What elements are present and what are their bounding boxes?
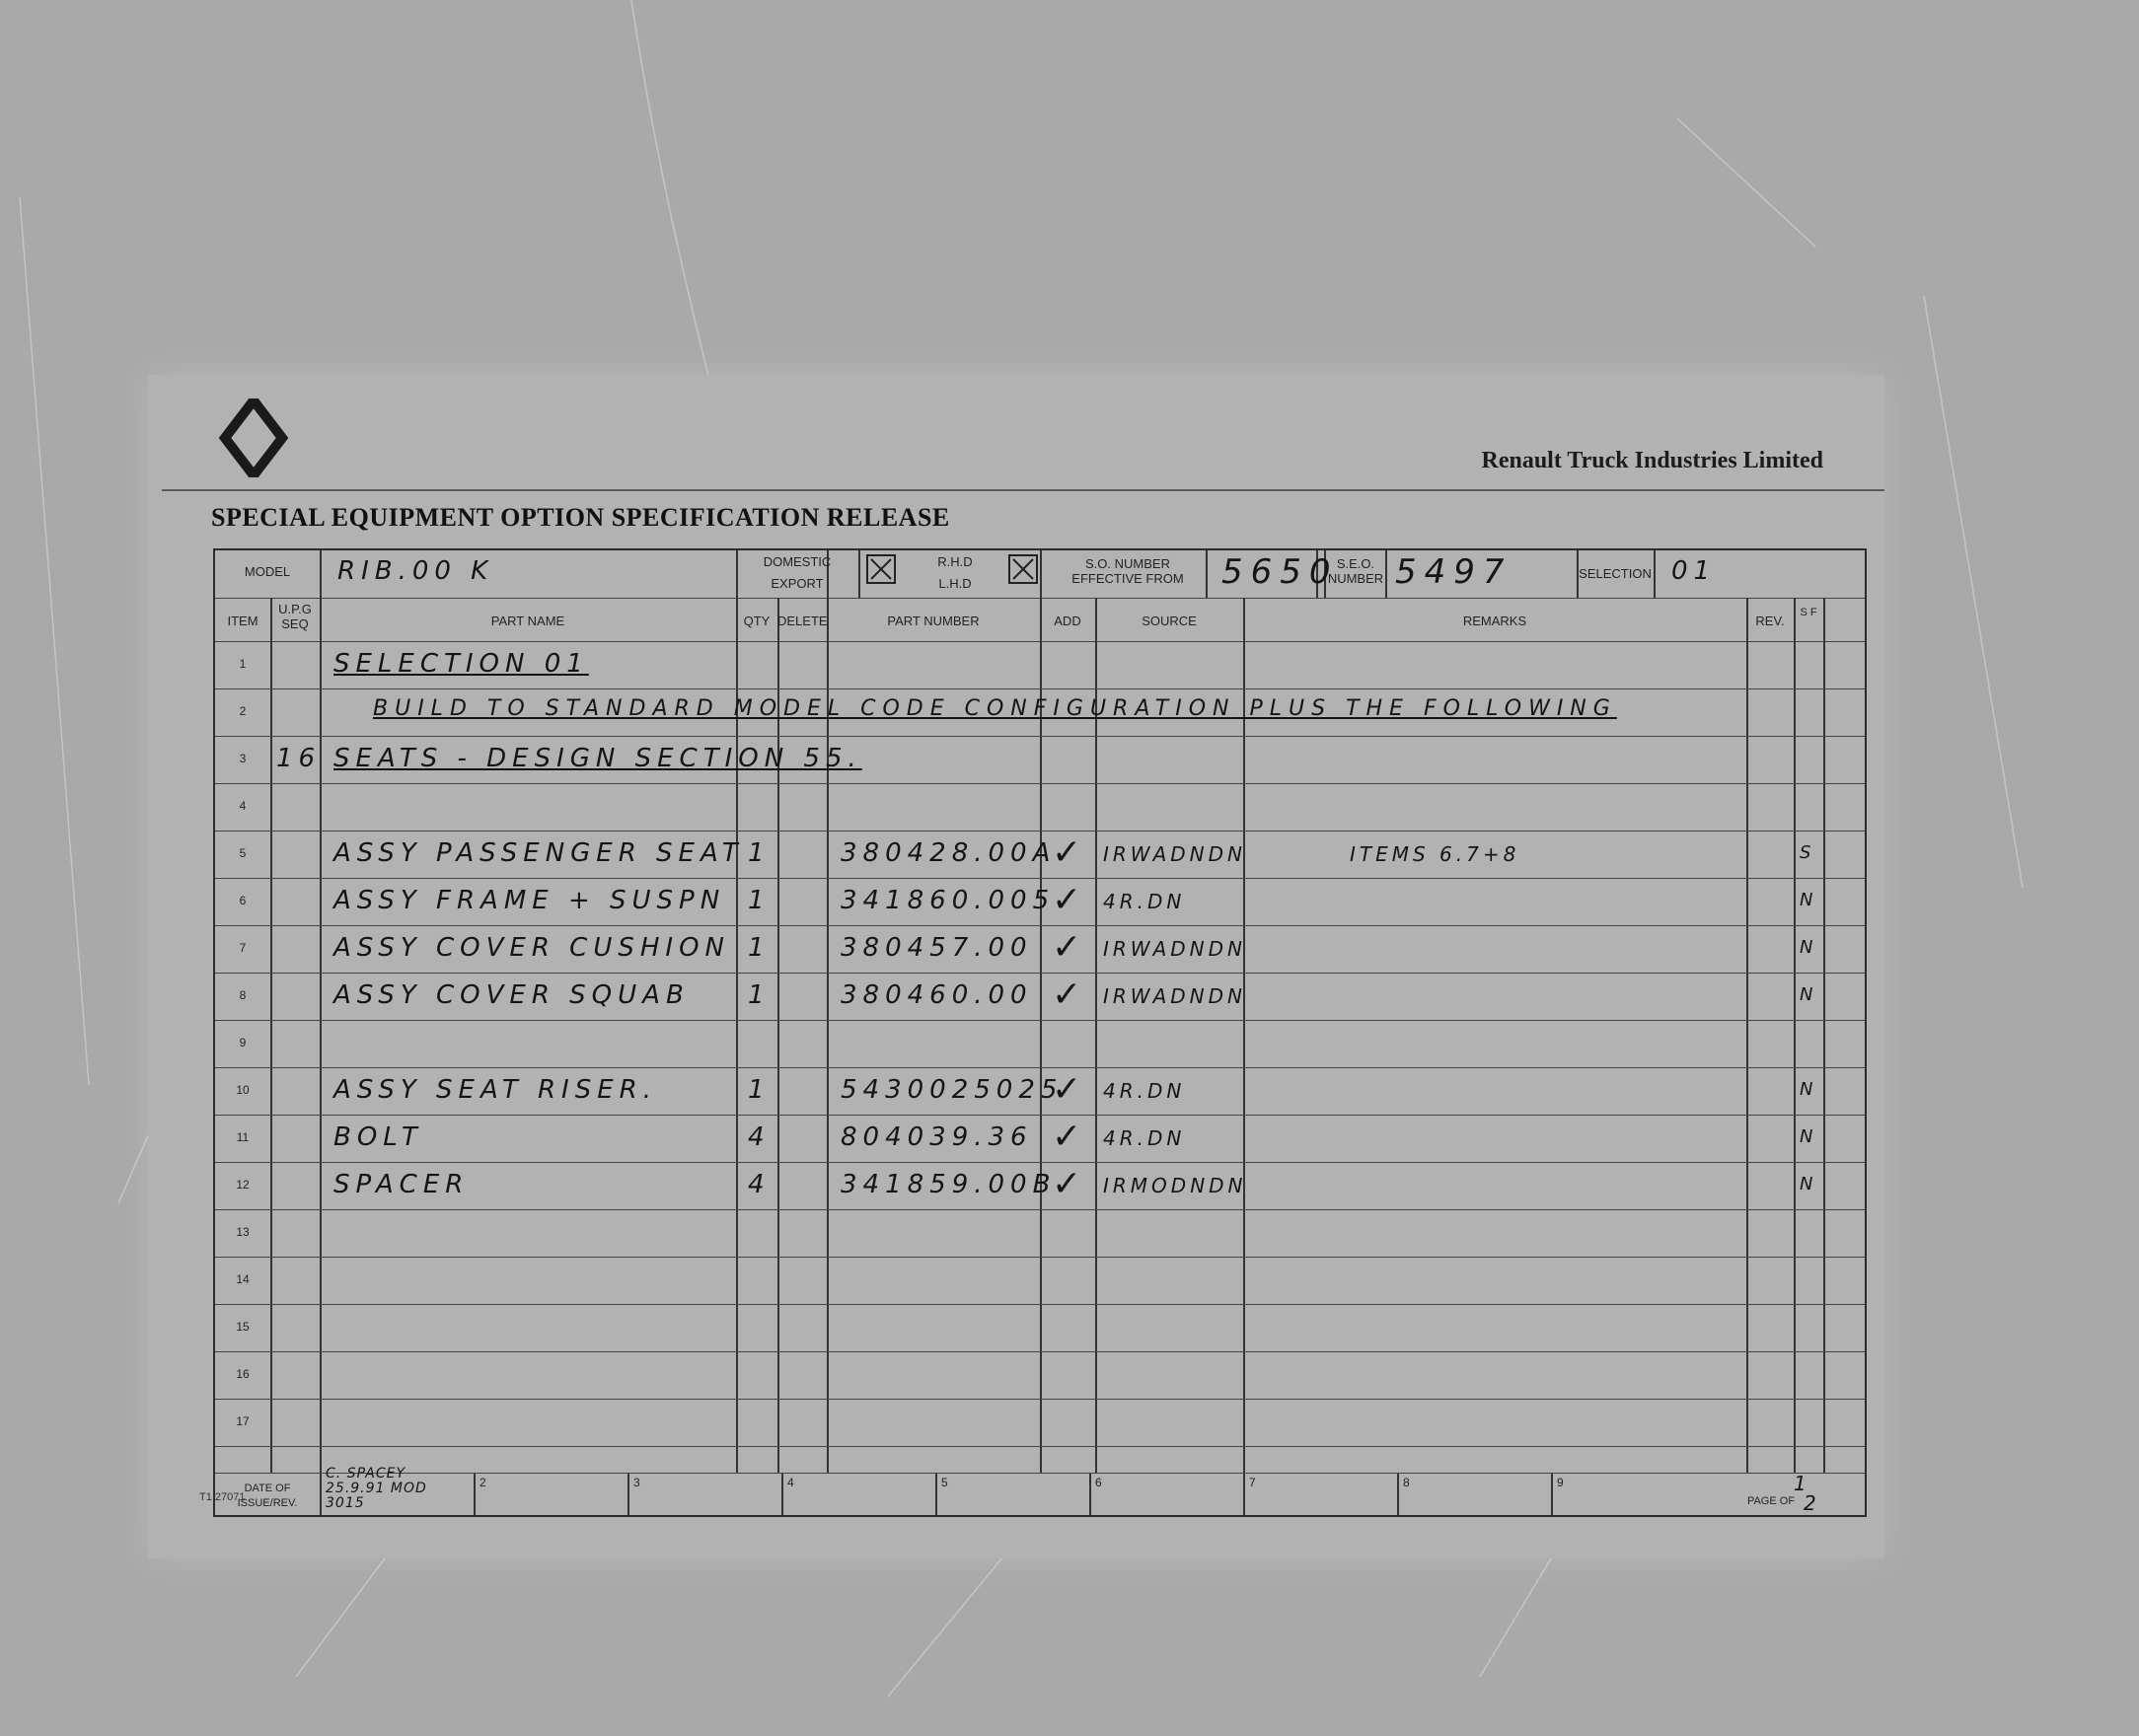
domestic-checkbox xyxy=(866,554,896,584)
item-number: 3 xyxy=(239,752,247,765)
rhd-label: R.H.D xyxy=(937,554,973,569)
sf-value: N xyxy=(1800,1126,1813,1147)
item-number: 7 xyxy=(239,941,247,955)
item-number: 13 xyxy=(236,1225,250,1239)
slot-divider xyxy=(1551,1474,1553,1515)
item-number: 17 xyxy=(236,1414,250,1428)
form-code: T1 27071 xyxy=(199,1491,246,1503)
sf-value: N xyxy=(1800,1079,1813,1100)
col-sf: S F xyxy=(1800,607,1817,618)
issue-entry-1: C. SPACEY 25.9.91 MOD 3015 xyxy=(326,1466,427,1511)
qty-value: 4 xyxy=(748,1122,771,1152)
sf-value: N xyxy=(1800,1174,1813,1194)
add-tick: ✓ xyxy=(1052,927,1088,968)
col-part-name: PART NAME xyxy=(490,614,565,628)
slot-divider xyxy=(935,1474,937,1515)
seo-number-value: 5497 xyxy=(1395,552,1512,592)
source-value: IRWADNDN xyxy=(1103,842,1246,866)
col-qty: QTY xyxy=(743,614,771,628)
slot-divider xyxy=(474,1474,476,1515)
lhd-label: L.H.D xyxy=(938,576,972,591)
col-line xyxy=(1654,550,1656,598)
renault-diamond-logo xyxy=(219,398,288,477)
item-number: 8 xyxy=(239,988,247,1002)
part-number-value: 341860.005 xyxy=(841,886,1056,915)
qty-value: 1 xyxy=(748,980,771,1010)
part-name-value: BUILD TO STANDARD MODEL CODE CONFIGURATION PLUS THE FOLLOWING xyxy=(373,696,1617,721)
row-rule xyxy=(215,878,1865,879)
domestic-label: DOMESTIC xyxy=(763,554,832,569)
page-number: 1 xyxy=(1794,1472,1810,1495)
row-rule xyxy=(215,1399,1865,1400)
slot-divider xyxy=(320,1474,322,1515)
remarks-value: ITEMS 6.7+8 xyxy=(1350,842,1520,866)
item-number: 2 xyxy=(239,704,247,718)
page-total: 2 xyxy=(1804,1491,1820,1515)
item-number: 14 xyxy=(236,1272,250,1286)
col-line xyxy=(858,550,860,598)
slot-divider xyxy=(1089,1474,1091,1515)
part-name-value: SPACER xyxy=(333,1170,470,1199)
part-name-value: ASSY SEAT RISER. xyxy=(333,1075,657,1105)
part-number-value: 380428.00A xyxy=(841,838,1057,868)
export-label: EXPORT xyxy=(771,576,824,591)
issue-slot-number: 6 xyxy=(1095,1476,1102,1489)
sf-value: S xyxy=(1800,842,1811,863)
add-tick: ✓ xyxy=(1052,832,1088,873)
col-source: SOURCE xyxy=(1142,614,1197,628)
sf-value: N xyxy=(1800,890,1813,910)
item-number: 12 xyxy=(236,1178,250,1192)
item-number: 11 xyxy=(236,1130,250,1144)
slot-divider xyxy=(781,1474,783,1515)
add-tick: ✓ xyxy=(1052,1117,1088,1157)
date-of-issue-label: DATE OF ISSUE/REV. xyxy=(237,1483,298,1509)
col-line xyxy=(1095,598,1097,1474)
row-rule xyxy=(215,1304,1865,1305)
slot-divider xyxy=(627,1474,629,1515)
qty-value: 1 xyxy=(748,886,771,915)
source-value: IRWADNDN xyxy=(1103,937,1246,961)
col-rev: REV. xyxy=(1755,614,1785,628)
item-number: 1 xyxy=(239,657,247,671)
col-add: ADD xyxy=(1054,614,1081,628)
issue-slot-number: 3 xyxy=(633,1476,640,1489)
source-value: 4R.DN xyxy=(1103,1079,1186,1103)
spec-release-form-sheet xyxy=(148,375,1884,1558)
issue-slot-number: 8 xyxy=(1403,1476,1410,1489)
item-number: 4 xyxy=(239,799,247,813)
col-line xyxy=(1823,598,1825,1474)
add-tick: ✓ xyxy=(1052,1164,1088,1204)
qty-value: 1 xyxy=(748,933,771,963)
page-label: PAGE OF xyxy=(1746,1495,1796,1507)
row-rule xyxy=(215,1067,1865,1068)
item-number: 6 xyxy=(239,894,247,907)
part-number-value: 5430025025 xyxy=(841,1075,1064,1105)
slot-divider xyxy=(1397,1474,1399,1515)
issue-slot-number: 2 xyxy=(479,1476,486,1489)
col-line xyxy=(1206,550,1208,598)
col-line xyxy=(270,598,272,1474)
selection-value: 01 xyxy=(1671,556,1717,586)
specification-table xyxy=(213,548,1867,1517)
row-rule xyxy=(215,1446,1865,1447)
qty-value: 1 xyxy=(748,838,771,868)
source-value: IRMODNDN xyxy=(1103,1174,1247,1197)
header-rule xyxy=(162,489,1884,491)
row-rule xyxy=(215,1351,1865,1352)
slot-divider xyxy=(1243,1474,1245,1515)
seo-number-label: S.E.O. NUMBER xyxy=(1327,556,1384,586)
part-number-value: 380457.00 xyxy=(841,933,1033,963)
document-title: SPECIAL EQUIPMENT OPTION SPECIFICATION RELEASE xyxy=(211,503,950,532)
item-number: 9 xyxy=(239,1036,247,1049)
row-rule xyxy=(215,688,1865,689)
col-remarks: REMARKS xyxy=(1462,614,1527,628)
part-name-value: SELECTION 01 xyxy=(333,649,589,679)
col-delete: DELETE xyxy=(777,614,828,628)
issue-slot-number: 4 xyxy=(787,1476,794,1489)
part-number-value: 804039.36 xyxy=(841,1122,1033,1152)
row-rule xyxy=(215,1115,1865,1116)
col-line xyxy=(777,598,779,1474)
source-value: IRWADNDN xyxy=(1103,984,1246,1008)
rhd-checkbox xyxy=(1008,554,1038,584)
part-number-value: 380460.00 xyxy=(841,980,1033,1010)
row-rule xyxy=(215,1020,1865,1021)
row-rule xyxy=(215,925,1865,926)
col-line xyxy=(1385,550,1387,598)
row-rule xyxy=(215,1209,1865,1210)
so-number-value: 5650 xyxy=(1221,552,1339,592)
row-rule xyxy=(215,736,1865,737)
source-value: 4R.DN xyxy=(1103,890,1186,913)
model-value: RIB.00 K xyxy=(337,556,494,586)
col-line xyxy=(1243,598,1245,1474)
row-rule xyxy=(215,783,1865,784)
row-rule xyxy=(215,1257,1865,1258)
qty-value: 4 xyxy=(748,1170,771,1199)
col-line xyxy=(1794,598,1796,1474)
col-part-number: PART NUMBER xyxy=(887,614,980,628)
item-number: 16 xyxy=(236,1367,250,1381)
selection-label: SELECTION xyxy=(1579,566,1652,581)
row-rule xyxy=(215,831,1865,832)
col-line xyxy=(1746,598,1748,1474)
row-rule xyxy=(215,1162,1865,1163)
upg-seq-value: 16 xyxy=(276,744,322,773)
item-number: 15 xyxy=(236,1320,250,1334)
qty-value: 1 xyxy=(748,1075,771,1105)
add-tick: ✓ xyxy=(1052,880,1088,920)
sf-value: N xyxy=(1800,937,1813,958)
issue-slot-number: 9 xyxy=(1557,1476,1564,1489)
add-tick: ✓ xyxy=(1052,1069,1088,1110)
part-name-value: BOLT xyxy=(333,1122,423,1152)
part-name-value: SEATS - DESIGN SECTION 55. xyxy=(333,744,862,773)
part-number-value: 341859.00B xyxy=(841,1170,1057,1199)
issue-slot-number: 5 xyxy=(941,1476,948,1489)
col-item: ITEM xyxy=(227,614,258,628)
item-number: 5 xyxy=(239,846,247,860)
add-tick: ✓ xyxy=(1052,975,1088,1015)
part-name-value: ASSY COVER SQUAB xyxy=(333,980,690,1010)
item-number: 10 xyxy=(236,1083,250,1097)
footer-divider xyxy=(215,1473,1865,1474)
part-name-value: ASSY FRAME + SUSPN xyxy=(333,886,726,915)
model-label: MODEL xyxy=(244,564,291,579)
row-rule xyxy=(215,973,1865,974)
part-name-value: ASSY PASSENGER SEAT xyxy=(333,838,744,868)
sf-value: N xyxy=(1800,984,1813,1005)
so-number-label: S.O. NUMBER EFFECTIVE FROM xyxy=(1071,556,1184,586)
source-value: 4R.DN xyxy=(1103,1126,1186,1150)
issue-slot-number: 7 xyxy=(1249,1476,1256,1489)
col-upg-seq: U.P.G SEQ xyxy=(278,602,312,631)
part-name-value: ASSY COVER CUSHION xyxy=(333,933,730,963)
company-name: Renault Truck Industries Limited xyxy=(1481,448,1823,473)
